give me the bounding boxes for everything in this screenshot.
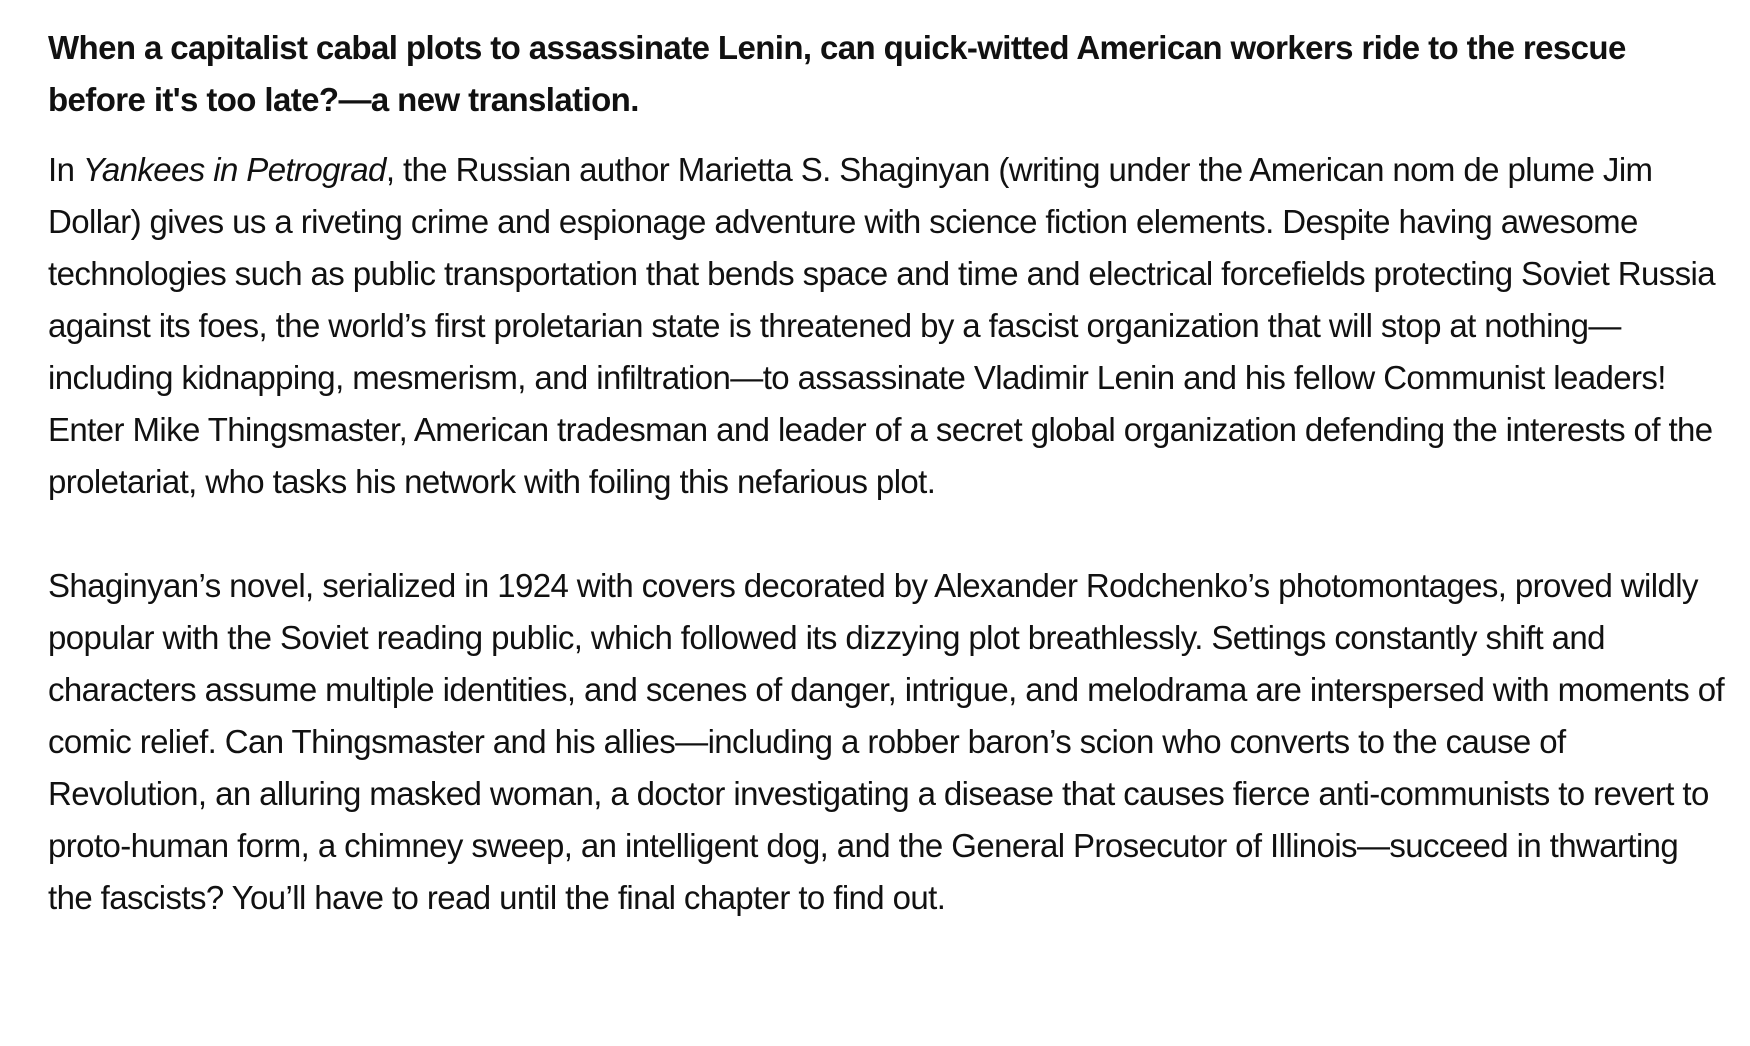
book-description — [48, 22, 1728, 924]
headline: When a capitalist cabal plots to assassinate Lenin, can quick-witted American workers ride to the rescue before it's too late?—a new translation. — [48, 29, 1626, 118]
paragraph-1-lead: In — [48, 151, 83, 188]
description-paragraph-2: Shaginyan’s novel, serialized in 1924 with covers decorated by Alexander Rodchenko’s photomontages, proved wildly popular with the Soviet reading public, which followed its dizzying plot breathlessly. Settings constantly shift and characters assume multiple identities, and scenes of danger, intrigue, and melodrama are interspersed with moments of comic relief. Can Thingsmaster and his allies—including a robber baron’s scion who converts to the cause of Revolution, an alluring masked woman, a doctor investigating a disease that causes fierce anti-communists to revert to proto-human form, a chimney sweep, an intelligent dog, and the General Prosecutor of Illinois—succeed in thwarting the fascists? You’ll have to read until the final chapter to find out. — [48, 567, 1725, 916]
paragraph-1-body: , the Russian author Marietta S. Shaginyan (writing under the American nom de plume Jim Dollar) gives us a riveting crime and espionage adventure with science fiction elements. Despite having awesome technologies such as public transportation that bends space and time and electrical forcefields protecting Soviet Russia against its foes, the world’s first proletarian state is threatened by a fascist organization that will stop at nothing—including kidnapping, mesmerism, and infiltration—to assassinate Vladimir Lenin and his fellow Communist leaders! Enter Mike Thingsmaster, American tradesman and leader of a secret global organization defending the interests of the proletariat, who tasks his network with foiling this nefarious plot. — [48, 151, 1715, 500]
description-paragraph-1 — [48, 144, 1728, 508]
book-title: Yankees in Petrograd — [82, 151, 386, 188]
